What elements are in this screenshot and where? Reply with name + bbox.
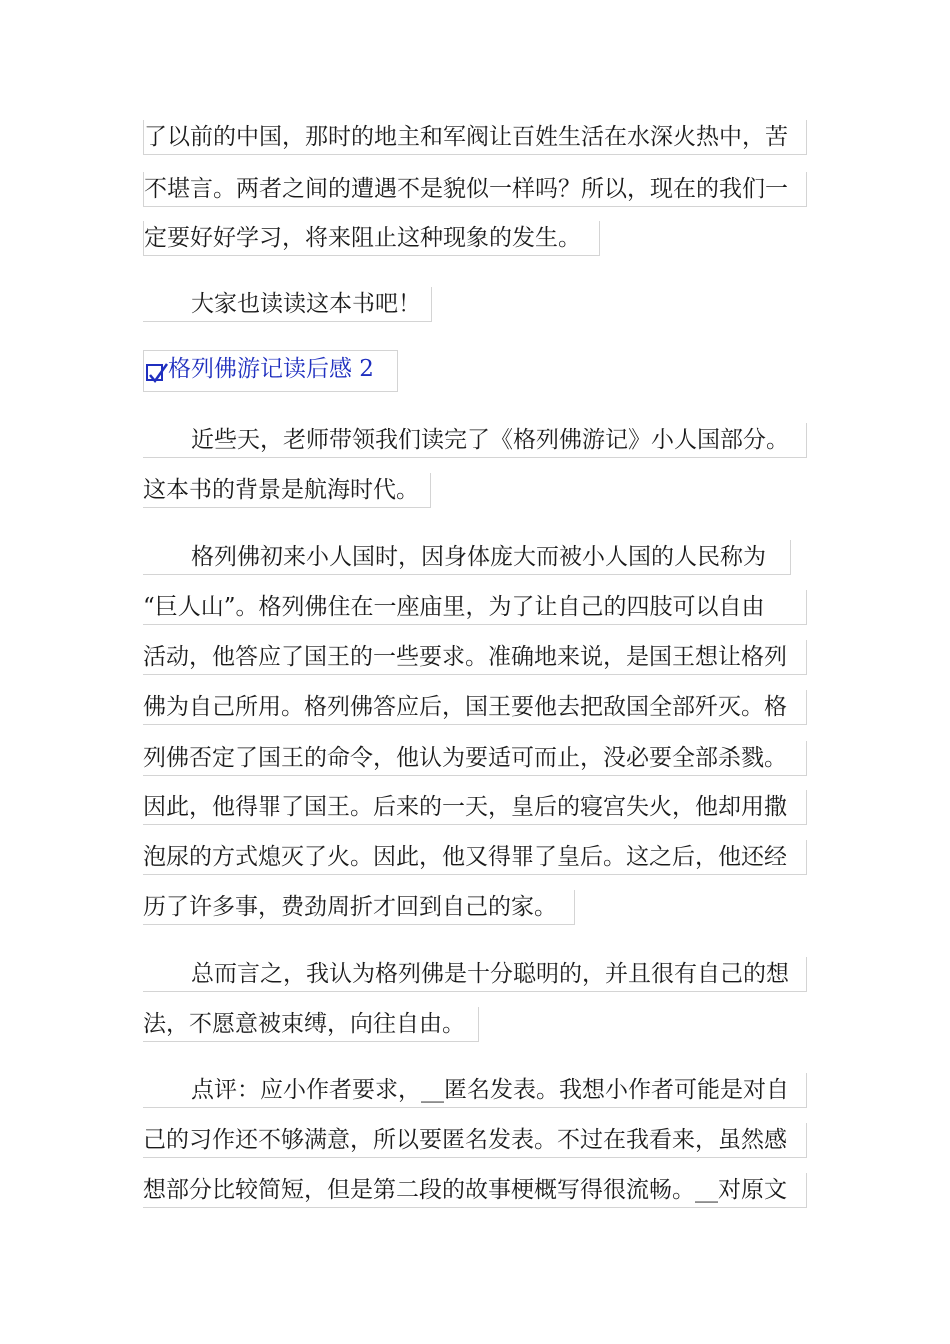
section-heading [143,350,398,392]
text-line: 历了许多事，费劲周折才回到自己的家。 [143,890,575,925]
text-line: 这本书的背景是航海时代。 [143,473,431,508]
text-line: 了以前的中国，那时的地主和军阀让百姓生活在水深火热中，苦 [143,120,807,155]
heading-text: 格列佛游记读后感 2 [168,356,374,382]
text-line: 法，不愿意被束缚，向往自由。 [143,1007,479,1042]
text-line: 想部分比较简短，但是第二段的故事梗概写得很流畅。__对原文 [143,1173,807,1208]
text-line: 大家也读读这本书吧！ [143,287,432,322]
text-line: 己的习作还不够满意，所以要匿名发表。不过在我看来，虽然感 [143,1123,807,1158]
text-line: 格列佛初来小人国时，因身体庞大而被小人国的人民称为 [143,540,791,575]
text-line: “巨人山”。格列佛住在一座庙里，为了让自己的四肢可以自由 [143,590,807,625]
text-line: 因此，他得罪了国王。后来的一天，皇后的寝宫失火，他却用撒 [143,790,807,825]
text-line: 列佛否定了国王的命令，他认为要适可而止，没必要全部杀戮。 [143,741,807,776]
text-line: 佛为自己所用。格列佛答应后，国王要他去把敌国全部歼灭。格 [143,690,807,725]
text-line: 活动，他答应了国王的一些要求。准确地来说，是国王想让格列 [143,640,807,675]
checkbox-checked-icon [146,364,163,381]
text-line: 点评：应小作者要求，__匿名发表。我想小作者可能是对自 [143,1073,807,1108]
text-line: 泡尿的方式熄灭了火。因此，他又得罪了皇后。这之后，他还经 [143,840,807,875]
text-line: 定要好好学习，将来阻止这种现象的发生。 [143,221,600,256]
text-line: 总而言之，我认为格列佛是十分聪明的，并且很有自己的想 [143,957,807,992]
text-line: 不堪言。两者之间的遭遇不是貌似一样吗？所以，现在的我们一 [143,172,807,207]
text-line: 近些天，老师带领我们读完了《格列佛游记》小人国部分。 [143,423,807,458]
